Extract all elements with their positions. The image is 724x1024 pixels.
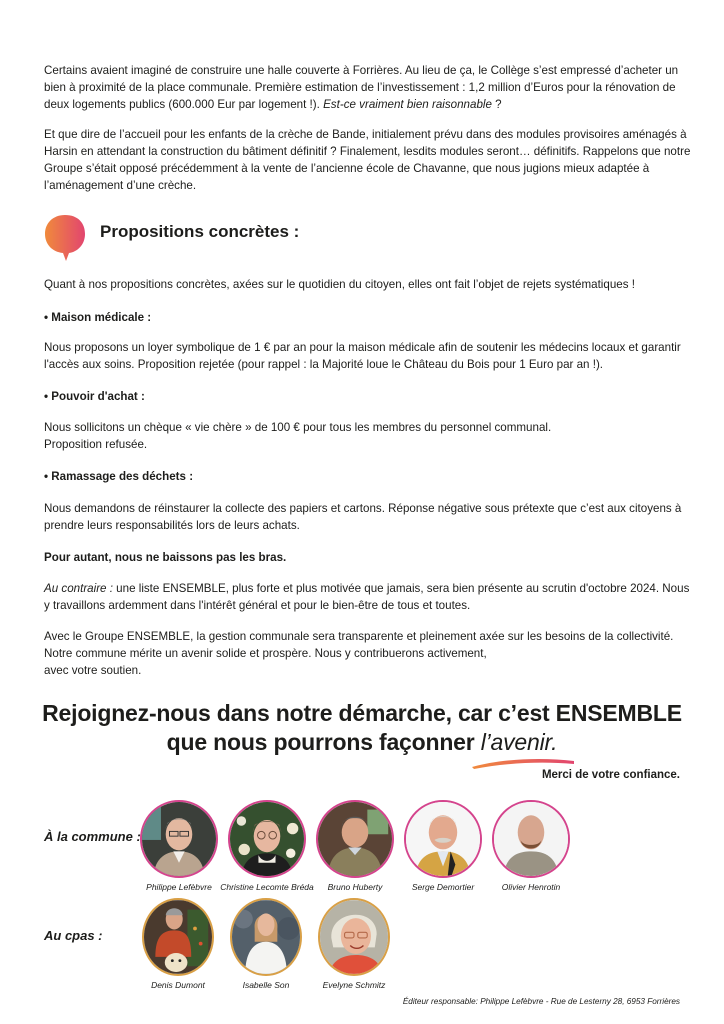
paragraph-creche: Et que dire de l’accueil pour les enfants de la crèche de Bande, initialement prévu dans des modules provisoires aménagés à Harsin en attendant la construction du bâtiment définitif ? Finalement, lesdits modules seront… définitifs. Rappelons que notre Groupe s’était opposé précédemment à la vente de l’ancienne école de Chavanne, que nous jugions mieux adaptée à l’aménagement d’une crèche. [44,128,691,192]
cta-line-2 [0,729,724,756]
portrait-christine [230,802,304,876]
section-title: Propositions concrètes : [100,222,300,241]
portrait-denis [144,900,212,974]
candidate-name: Olivier Henrotin [501,882,561,892]
candidate-photo [492,800,570,878]
candidate-photo [318,898,390,976]
candidate-photo [230,898,302,976]
editor-responsible: Éditeur responsable: Philippe Lefèbvre - Rue de Lesterny 28, 6953 Forrières [402,997,680,1006]
item-text-maison-medicale: Nous proposons un loyer symbolique de 1 € par an pour la maison médicale afin de soutenir les médecins locaux et garantir l'accès aux soins. Proposition rejetée (pour rappel : la Majorité loue le Château du Bois pour 1 Euro par an !). [44,341,681,371]
candidate-name: Denis Dumont [151,980,205,990]
cta-line-1: Rejoignez-nous dans notre démarche, car c’est ENSEMBLE [42,700,682,726]
thanks-text: Merci de votre confiance. [541,769,680,781]
closing-contrary-text: une liste ENSEMBLE, plus forte et plus motivée que jamais, sera bien présente au scrutin d'octobre 2024. Nous y travaillons ardemment dans l'intérêt général et pour le bien-être de tous et toutes. [44,582,690,612]
portrait-serge [406,802,480,876]
candidate-photo [142,898,214,976]
paragraph-halle-text: Certains avaient imaginé de construire une halle couverte à Forrières. Au lieu de ça, le Collège s’est empressé d’acheter un bien à proximité de la place communale. Première estimation de l’investissement : 1,2 million d’Euros pour la rénovation de deux logements publics (600.000 Eur par logement !). [44,64,679,111]
closing-contrary-italic: Au contraire : [44,582,113,595]
portrait-evelyne [320,900,388,974]
item-heading-maison-medicale: • Maison médicale : [44,311,152,324]
portrait-bruno [318,802,392,876]
candidate-photo [404,800,482,878]
item-text2-pouvoir-achat: Proposition refusée. [44,438,148,451]
closing-group: Avec le Groupe ENSEMBLE, la gestion communale sera transparente et pleinement axée sur les besoins de la collectivité. Notre commune mérite un avenir solide et prospère. Nous y contribuerons activement, [44,630,674,660]
cta-line-2-italic: l’avenir. [480,729,558,755]
cta-line-2-text: que nous pourrons façonner [166,729,481,755]
candidate-name: Evelyne Schmitz [322,980,386,990]
paragraph-halle [44,62,694,113]
closing-contrary [44,580,694,614]
section-intro: Quant à nos propositions concrètes, axées sur le quotidien du citoyen, elles ont fait l’objet de rejets systématiques ! [44,278,635,291]
portrait-olivier [494,802,568,876]
portrait-philippe [142,802,216,876]
speech-bubble-icon [43,213,87,263]
candidate-name: Philippe Lefèbvre [146,882,212,892]
candidate-photo [316,800,394,878]
item-text-pouvoir-achat: Nous sollicitons un chèque « vie chère » de 100 € pour tous les membres du personnel communal. [44,421,552,434]
item-heading-pouvoir-achat: • Pouvoir d'achat : [44,390,145,403]
closing-bold: Pour autant, nous ne baissons pas les bras. [44,551,287,564]
portrait-isabelle [232,900,300,974]
item-heading-ramassage: • Ramassage des déchets : [44,470,194,483]
commune-label: À la commune : [44,829,141,844]
closing-group-end: avec votre soutien. [44,664,142,677]
item-text-ramassage: Nous demandons de réinstaurer la collecte des papiers et cartons. Réponse négative sous prétexte que c’est aux citoyens à prendre leurs responsabilités lors de leurs achats. [44,502,682,532]
paragraph-halle-question: Est-ce vraiment bien raisonnable [323,98,492,111]
paragraph-halle-end: ? [491,98,502,111]
candidate-name: Bruno Huberty [327,882,383,892]
cpas-label: Au cpas : [44,928,103,943]
brush-swoosh-decoration [470,756,576,770]
candidate-name: Christine Lecomte Bréda [220,882,314,892]
candidate-photo [228,800,306,878]
candidate-photo [140,800,218,878]
candidate-name: Isabelle Son [242,980,290,990]
candidate-name: Serge Demortier [411,882,475,892]
